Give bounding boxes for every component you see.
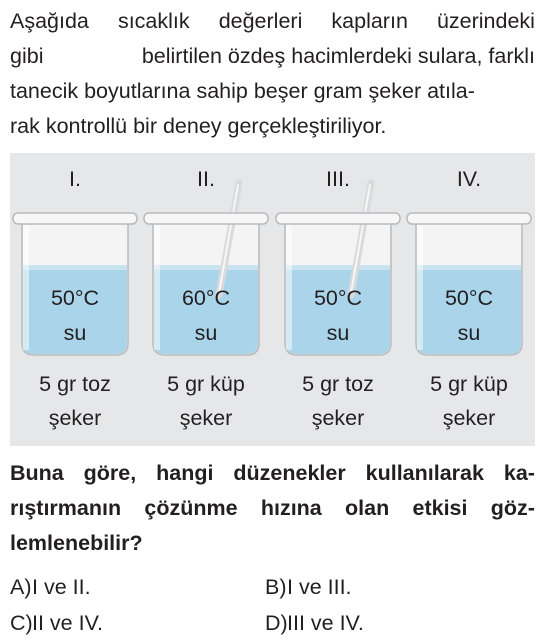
intro-line-2 <box>10 39 535 74</box>
sugar-amount: 5 gr küp <box>430 372 508 396</box>
question-word: göz- <box>490 496 535 520</box>
option-text: I ve III. <box>287 575 352 599</box>
question-word: etkisi <box>412 496 468 520</box>
question-word: olan <box>345 496 390 520</box>
sugar-amount: 5 gr toz <box>39 372 111 396</box>
beaker-numeral: IV. <box>456 167 482 191</box>
beaker-numeral: III. <box>326 167 350 191</box>
question-word: göre, <box>83 461 137 485</box>
intro-word: gibi <box>10 44 44 68</box>
beaker-numeral: I. <box>69 167 81 191</box>
beaker-setup-4 <box>404 153 534 446</box>
option-d[interactable] <box>265 611 364 636</box>
question-line-1 <box>10 456 535 491</box>
option-c[interactable] <box>10 611 103 636</box>
water-surface <box>286 265 390 270</box>
water-temperature: 50°C <box>313 286 363 310</box>
beaker-numeral: II. <box>197 167 215 191</box>
option-letter: D) <box>265 611 288 635</box>
option-text: II ve IV. <box>32 611 103 635</box>
intro-phrase: belirtilen özdeş hacimlerdeki sulara, farklı <box>141 44 535 68</box>
option-letter: A) <box>10 575 32 599</box>
water-surface <box>23 265 127 270</box>
water-label: su <box>457 321 481 345</box>
beaker-rim <box>144 213 268 224</box>
option-text: I ve II. <box>32 575 91 599</box>
water-label: su <box>326 321 350 345</box>
question-text <box>10 456 535 561</box>
water-temperature: 50°C <box>444 286 494 310</box>
intro-paragraph <box>10 4 535 144</box>
intro-word: üzerindeki <box>436 9 535 33</box>
option-letter: C) <box>10 611 33 635</box>
intro-word: değerleri <box>218 9 303 33</box>
question-line-3: lemlenebilir? <box>10 531 143 555</box>
question-word: ka- <box>503 461 535 485</box>
beaker-rim <box>407 213 531 224</box>
option-letter: B) <box>265 575 287 599</box>
question-word: çözünme <box>144 496 238 520</box>
water-surface <box>417 265 521 270</box>
question-word: hızına <box>260 496 322 520</box>
option-a[interactable] <box>10 575 91 600</box>
beaker-setup-1 <box>10 153 140 446</box>
intro-word: Aşağıda <box>10 9 89 33</box>
sugar-label: şeker <box>179 406 233 430</box>
water-label: su <box>63 321 87 345</box>
experiment-panel <box>10 153 535 446</box>
question-line-2 <box>10 491 535 526</box>
beaker-rim <box>13 213 137 224</box>
question-word: hangi <box>156 461 214 485</box>
beaker-rim <box>276 213 400 224</box>
water-temperature: 50°C <box>50 286 100 310</box>
intro-word: sıcaklık <box>117 9 190 33</box>
sugar-amount: 5 gr küp <box>167 372 245 396</box>
sugar-label: şeker <box>442 406 496 430</box>
sugar-amount: 5 gr toz <box>302 372 374 396</box>
intro-word: kapların <box>331 9 408 33</box>
beaker-setup-2 <box>141 153 271 446</box>
intro-line-3: tanecik boyutlarına sahip beşer gram şeker atıla- <box>10 79 475 103</box>
sugar-label: şeker <box>48 406 102 430</box>
intro-line-4: rak kontrollü bir deney gerçekleştiriliyor. <box>10 114 387 138</box>
option-text: III ve IV. <box>287 611 364 635</box>
option-b[interactable] <box>265 575 352 600</box>
question-word: Buna <box>10 461 64 485</box>
water-label: su <box>194 321 218 345</box>
water-surface <box>154 265 258 270</box>
question-word: düzenekler <box>233 461 346 485</box>
sugar-label: şeker <box>311 406 365 430</box>
intro-line-1 <box>10 4 535 39</box>
question-word: kullanılarak <box>365 461 484 485</box>
question-word: rıştırmanın <box>10 496 122 520</box>
water-temperature: 60°C <box>181 286 231 310</box>
beaker-setup-3 <box>273 153 403 446</box>
